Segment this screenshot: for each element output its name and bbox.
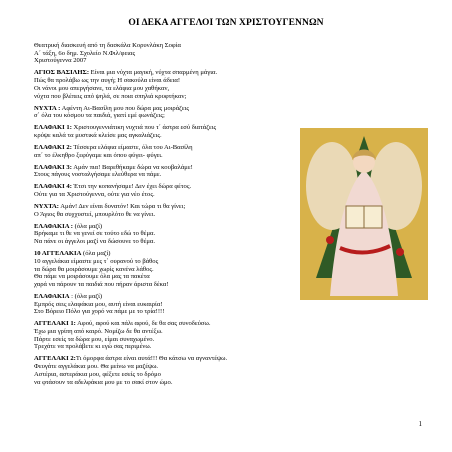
dialogue-line: Τρεχάτε να προλάβετε κι εγώ σας περιμένω. xyxy=(34,343,152,351)
intro-block xyxy=(34,42,419,65)
speaker-name: ΕΛΑΦΑΚΙ 3: xyxy=(34,163,72,171)
dialogue-block xyxy=(34,69,419,100)
dialogue-line: σ΄ όλα του κόσμου τα παιδιά, γιατί εμέ φωνάζεις; xyxy=(34,112,165,120)
speaker-name: ΕΛΑΦΑΚΙΑ : xyxy=(34,222,73,230)
dialogue-line: νύχτα που βλέπεις από ψηλά, σε ποια σπηλιά κρυφτήκαν; xyxy=(34,92,187,100)
dialogue-line: Στους πάγους νοσταλγήσαμε ελεύθερα να πάμε. xyxy=(34,171,162,179)
dialogue-line: Τι όμορφα άστρα είναι αυτά!!! Θα κάτσω να αγναντέψω. xyxy=(75,355,228,363)
speaker-name: ΕΛΑΦΑΚΙ 1: xyxy=(34,124,72,132)
speaker-name: ΑΓΓΕΛΑΚΙ 2: xyxy=(34,355,76,363)
intro-line: Χριστούγεννα 2007 xyxy=(34,57,87,65)
dialogue-line: Αφέντη Αι-Βασίλη μου που δώρα μας μοιράζεις xyxy=(60,104,190,112)
speaker-name: ΕΛΑΦΑΚΙ 4: xyxy=(34,183,72,191)
dialogue-line: Αφού, αφού και πάλι αφού, δε θα σας συνοδεύσω. xyxy=(75,320,211,328)
page-number: 1 xyxy=(418,420,422,428)
speaker-name: ΝΥΧΤΑ : xyxy=(34,104,61,112)
speaker-name: ΝΥΧΤΑ: xyxy=(34,203,59,211)
dialogue-line: απ΄ το έλκηθρο ξεφύγαμε και όπου φύγει- φύγει. xyxy=(34,151,163,159)
dialogue-block xyxy=(34,320,419,351)
dialogue-line: Έτσι την κοπανήσαμε! Δεν έχει δώρα φέτος. xyxy=(71,183,192,191)
dialogue-line: Πάρτε εσείς τα δώρα μου, είμαι συναχωμένο. xyxy=(34,335,155,343)
dialogue-line: να φτάσουν τα αδελφάκια μου με το σακί στον ώμο. xyxy=(34,378,173,386)
dialogue-line: Στο Βόρειο Πόλο για χορό να πάμε με το τρία!!!! xyxy=(34,308,165,316)
speaker-name: 10 ΑΓΓΕΛΑΚΙΑ xyxy=(34,250,82,258)
dialogue-line: Ο Άγιος θα συχχυστεί, μπουρλότο θε να γίνει. xyxy=(34,210,156,218)
dialogue-line: (όλα μαζί) xyxy=(81,250,111,258)
page-title: ΟΙ ΔΕΚΑ ΑΓΓΕΛΟΙ ΤΩΝ ΧΡΙΣΤΟΥΓΕΝΝΩΝ xyxy=(128,18,324,28)
dialogue-line: Πώς θα προλάβω ως την αυγή; Η σακούλα είναι άδεια! xyxy=(34,77,181,85)
dialogue-line: Ούτε για τα Χριστούγεννα, ούτε για νέο έτος. xyxy=(34,191,155,199)
dialogue-line: Φευγάτε αγγελάκια μου. Θα μείνω να μαζέψω. xyxy=(34,363,159,371)
dialogue-block xyxy=(34,105,419,120)
dialogue-block xyxy=(34,355,419,386)
dialogue-line: Αστέρια, αστεράκια μου, φέξετε εσείς το δρόμο xyxy=(34,370,161,378)
dialogue-line: τα δώρα θα μοιράσουμε χωρίς κανένα λάθος. xyxy=(34,265,154,273)
dialogue-line: Αμάν πια! Βαρεθήκαμε δώρα να κουβαλάμε! xyxy=(71,163,193,171)
dialogue-line: (όλα μαζί) xyxy=(73,222,103,230)
dialogue-line: χαρά να πάρουν τα παιδιά που πήραν άριστα δέκα! xyxy=(34,280,169,288)
dialogue-line: κρύψε καλά τα μυστικά κλείσε μας αγκαλιάζεις. xyxy=(34,131,162,139)
dialogue-line: Είναι μια νύχτα μαγική, νύχτα σπαρμένη μάγια. xyxy=(89,69,218,77)
angel-illustration xyxy=(300,128,428,300)
dialogue-line: Βρήκαμε τι θε να γενεί σε τούτο εδώ το θέμα. xyxy=(34,230,156,238)
angel-with-book-icon xyxy=(300,128,428,300)
dialogue-line: 10 αγγελάκια είμαστε μες τ΄ ουρανού το βάθος xyxy=(34,257,159,265)
intro-line: Α΄ τάξη, 6ο δημ. Σχολείο Ν.Φιλ/φειας xyxy=(34,49,136,57)
dialogue-line: Χριστουγεννιάτικη νυχτιά που τ΄ άστρα εσύ διατάζεις xyxy=(71,124,217,132)
speaker-name: ΑΓΓΕΛΑΚΙ 1: xyxy=(34,320,76,328)
dialogue-line: Τέσσερα ελάφια είμαστε, όλα του Αι-Βασίλη xyxy=(71,143,193,151)
dialogue-line: Έχω μια γρίπη από καιρό. Νομίζω δε θα αντέξω. xyxy=(34,328,163,336)
dialogue-line: Οι νάνοι μου απεργήσανε, τα ελάφια μου χαθήκαν, xyxy=(34,84,170,92)
dialogue-line: Να πάνε οι άγγελοι μαζί να δώσουνε το θέμα. xyxy=(34,238,155,246)
dialogue-line: Θα πάμε να μοιράσουμε όλα μας τα πακέτα xyxy=(34,273,150,281)
dialogue-line: Εμπρός σεις ελαφάκια μου, αυτή είναι ευκαιρία! xyxy=(34,300,163,308)
speaker-name: ΕΛΑΦΑΚΙΑ xyxy=(34,292,70,300)
dialogue-line: Αμάν! Δεν είναι δυνατόν! Και τώρα τι θα γίνει; xyxy=(59,203,186,211)
speaker-name: ΑΓΙΟΣ ΒΑΣΙΛΗΣ: xyxy=(34,69,90,77)
dialogue-line: : (όλα μαζί) xyxy=(69,292,103,300)
speaker-name: ΕΛΑΦΑΚΙ 2: xyxy=(34,143,72,151)
intro-line: Θεατρική διασκευή από τη δασκάλα Κορυνλάκη Σοφία xyxy=(34,42,181,49)
